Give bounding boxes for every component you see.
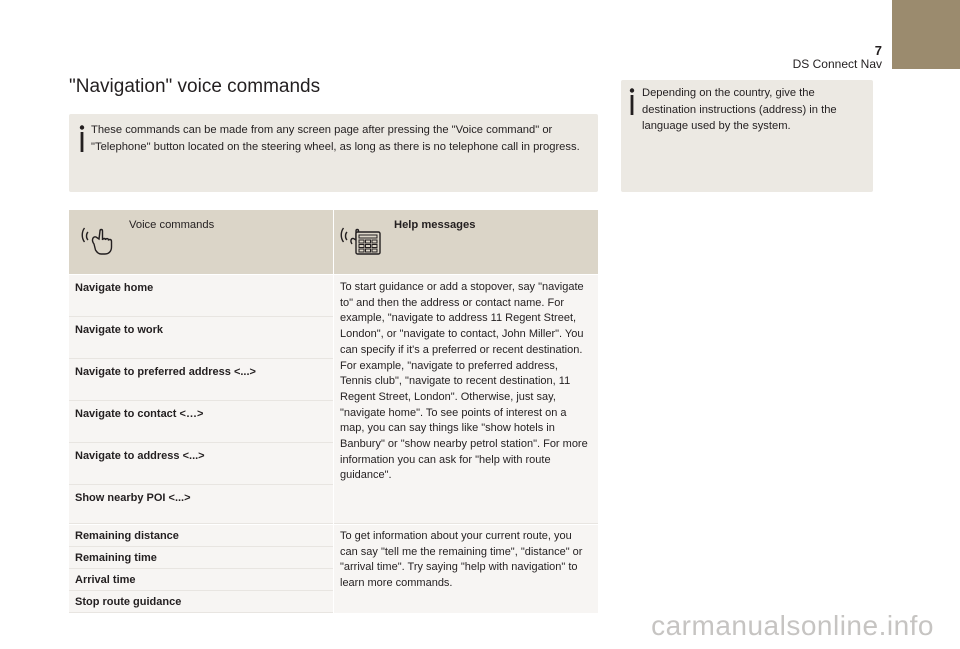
table-row bbox=[69, 317, 333, 359]
info-icon bbox=[627, 88, 637, 116]
voice-commands-table bbox=[69, 210, 598, 613]
table-row bbox=[69, 525, 333, 547]
table-row bbox=[69, 591, 333, 613]
command-label: Navigate to contact <…> bbox=[75, 408, 204, 420]
voice-command-icon bbox=[81, 218, 127, 258]
info-note-commands bbox=[69, 114, 598, 192]
command-label: Navigate to address <...> bbox=[75, 450, 205, 462]
table-header-help-label: Help messages bbox=[394, 219, 476, 231]
command-label: Navigate home bbox=[75, 282, 154, 294]
info-icon bbox=[77, 125, 87, 153]
info-note-text: Depending on the country, give the destination instructions (address) in the language used by the system. bbox=[642, 87, 837, 132]
page-number: 7 bbox=[874, 43, 882, 58]
table-row bbox=[69, 569, 333, 591]
watermark: carmanualsonline.info bbox=[651, 610, 934, 641]
info-note-text: These commands can be made from any screen page after pressing the "Voice command" or "Telephone" button located on the steering wheel, as long as there is no telephone call in progress. bbox=[91, 124, 580, 153]
table-row bbox=[69, 275, 333, 317]
command-label: Navigate to work bbox=[75, 324, 164, 336]
command-label: Remaining time bbox=[75, 552, 157, 564]
command-label: Navigate to preferred address <...> bbox=[75, 366, 256, 378]
command-label: Arrival time bbox=[75, 574, 136, 586]
help-message-text: To get information about your current route, you can say "tell me the remaining time", "distance" or "arrival time". Try saying "help with navigation" to learn more commands. bbox=[340, 530, 583, 590]
table-row bbox=[69, 443, 333, 485]
table-row bbox=[69, 401, 333, 443]
table-row bbox=[69, 485, 333, 524]
table-header-voice-label: Voice commands bbox=[129, 219, 215, 231]
help-message-cell bbox=[334, 275, 598, 524]
section-name: DS Connect Nav bbox=[792, 57, 882, 71]
page-title: "Navigation" voice commands bbox=[69, 76, 321, 97]
command-label: Stop route guidance bbox=[75, 596, 182, 608]
help-message-cell bbox=[334, 525, 598, 613]
table-header-voice bbox=[69, 210, 333, 274]
help-messages-icon bbox=[340, 218, 386, 258]
info-note-language bbox=[621, 80, 873, 192]
command-label: Remaining distance bbox=[75, 530, 179, 542]
table-row bbox=[69, 359, 333, 401]
page-tab-marker bbox=[892, 0, 960, 69]
table-row bbox=[69, 547, 333, 569]
command-label: Show nearby POI <...> bbox=[75, 492, 191, 504]
help-message-text: To start guidance or add a stopover, say "navigate to" and then the address or contact name. For example, "navigate to address 11 Regent Street, London", or "navigate to contact, John Miller". You can specify if it's a preferred or recent destination. For example, "navigate to preferred address, Tennis club", "navigate to recent destination, 11 Regent Street, London". Otherwise, just say, "navigate home". To see points of interest on a map, you can say things like "show hotels in Banbury" or "show nearby petrol station". For more information you can ask for "help with route guidance". bbox=[340, 281, 588, 482]
table-header-help bbox=[334, 210, 598, 274]
